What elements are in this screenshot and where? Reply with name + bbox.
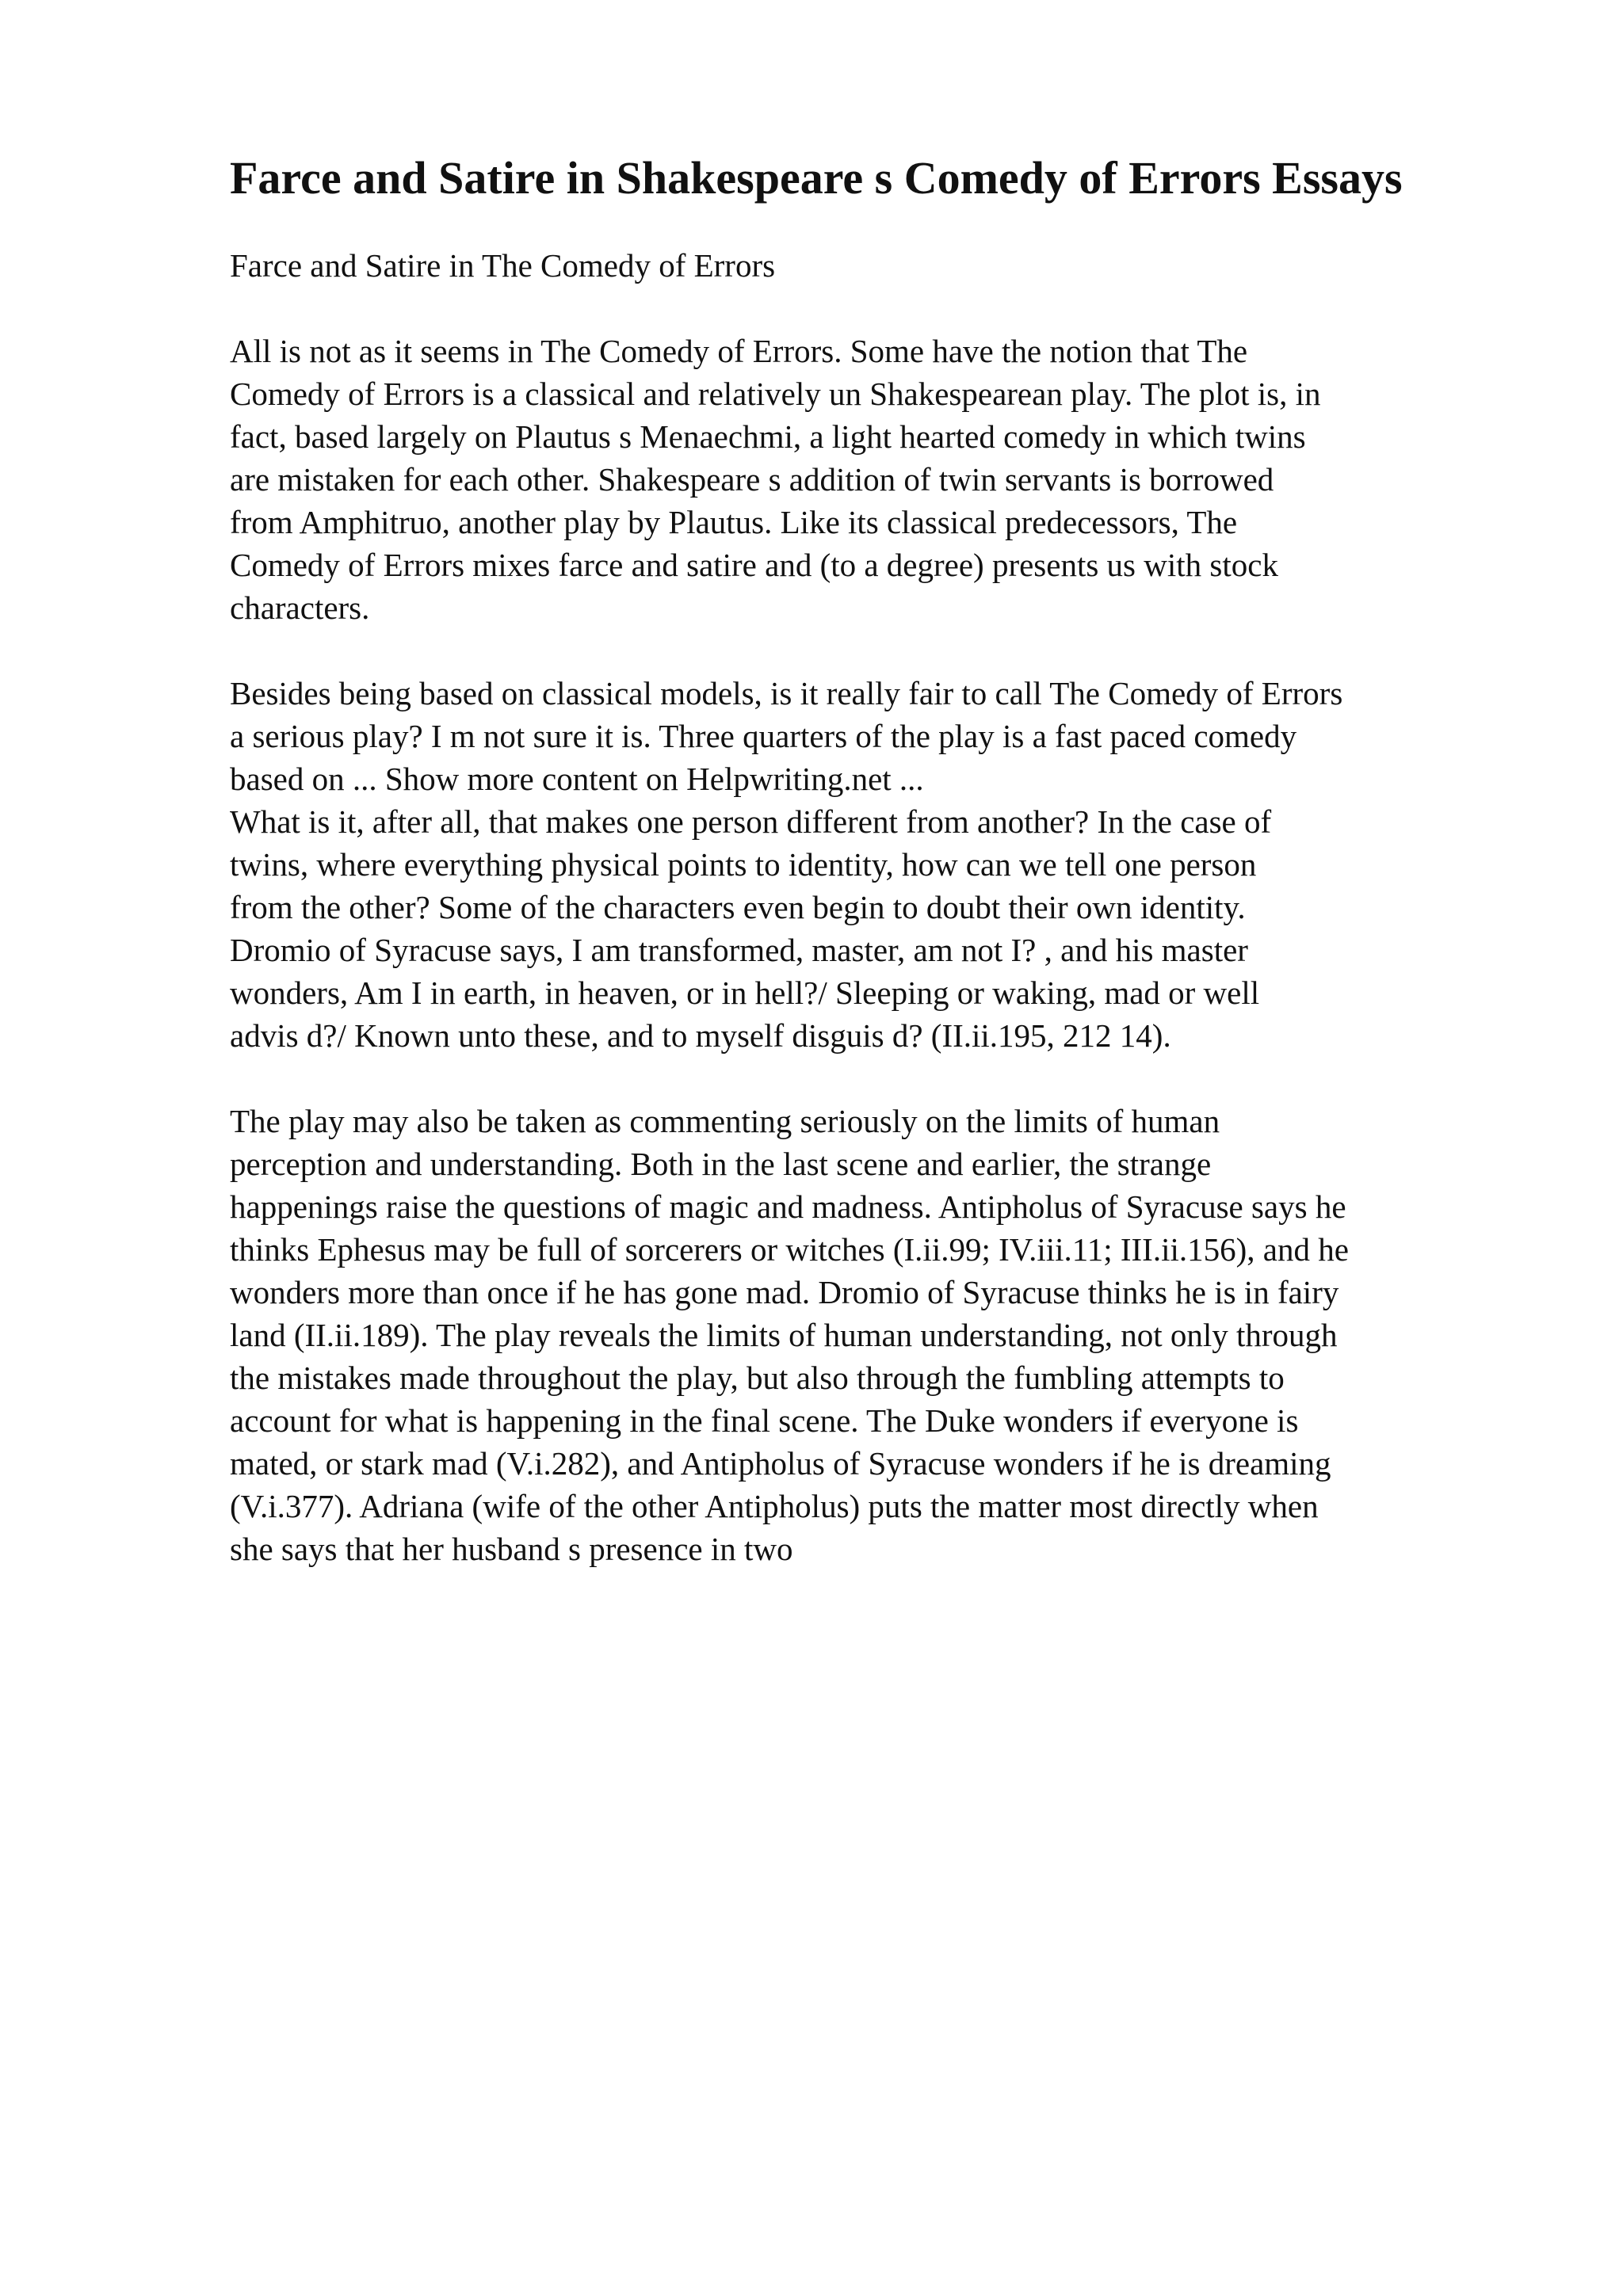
paragraph-1: All is not as it seems in The Comedy of Errors. Some have the notion that The Comedy of Errors is a classical and relatively un Shakespearean play. The plot is, in fact, based largely on Plautus s Menaechmi, a light hearted comedy in which twins are mistaken for each other. Shakespeare s addition of twin servants is borrowed from Amphitruo, another play by Plautus. Like its classical predecessors, The Comedy of Errors mixes farce and satire and (to a degree) presents us with stock characters.	[230, 333, 1321, 626]
document-subtitle: Farce and Satire in The Comedy of Errors	[230, 247, 776, 284]
paragraph-4: The play may also be taken as commenting seriously on the limits of human perception and understanding. Both in the last scene and earlier, the strange happenings raise the questions of magic and madness. Antipholus of Syracuse says he thinks Ephesus may be full of sorcerers or witches (I.ii.99; IV.iii.11; III.ii.156), and he wonders more than once if he has gone mad. Dromio of Syracuse thinks he is in fairy land (II.ii.189). The play reveals the limits of human understanding, not only through the mistakes made throughout the play, but also through the fumbling attempts to account for what is happening in the final scene. The Duke wonders if everyone is mated, or stark mad (V.i.282), and Antipholus of Syracuse wonders if he is dreaming (V.i.377). Adriana (wife of the other Antipholus) puts the matter most directly when she says that her husband s presence in two	[230, 1103, 1349, 1567]
document-title: Farce and Satire in Shakespeare s Comedy of Errors Essays	[230, 152, 1403, 204]
document-body	[230, 244, 1506, 1570]
paragraph-2: Besides being based on classical models, is it really fair to call The Comedy of Errors a serious play? I m not sure it is. Three quarters of the play is a fast paced comedy based on ... Show more content on Helpwriting.net ...	[230, 675, 1343, 797]
paragraph-3: What is it, after all, that makes one person different from another? In the case of twins, where everything physical points to identity, how can we tell one person from the other? Some of the characters even begin to doubt their own identity. Dromio of Syracuse says, I am transformed, master, am not I? , and his master wonders, Am I in earth, in heaven, or in hell?/ Sleeping or waking, mad or well advis d?/ Known unto these, and to myself disguis d? (II.ii.195, 212 14).	[230, 803, 1272, 1054]
